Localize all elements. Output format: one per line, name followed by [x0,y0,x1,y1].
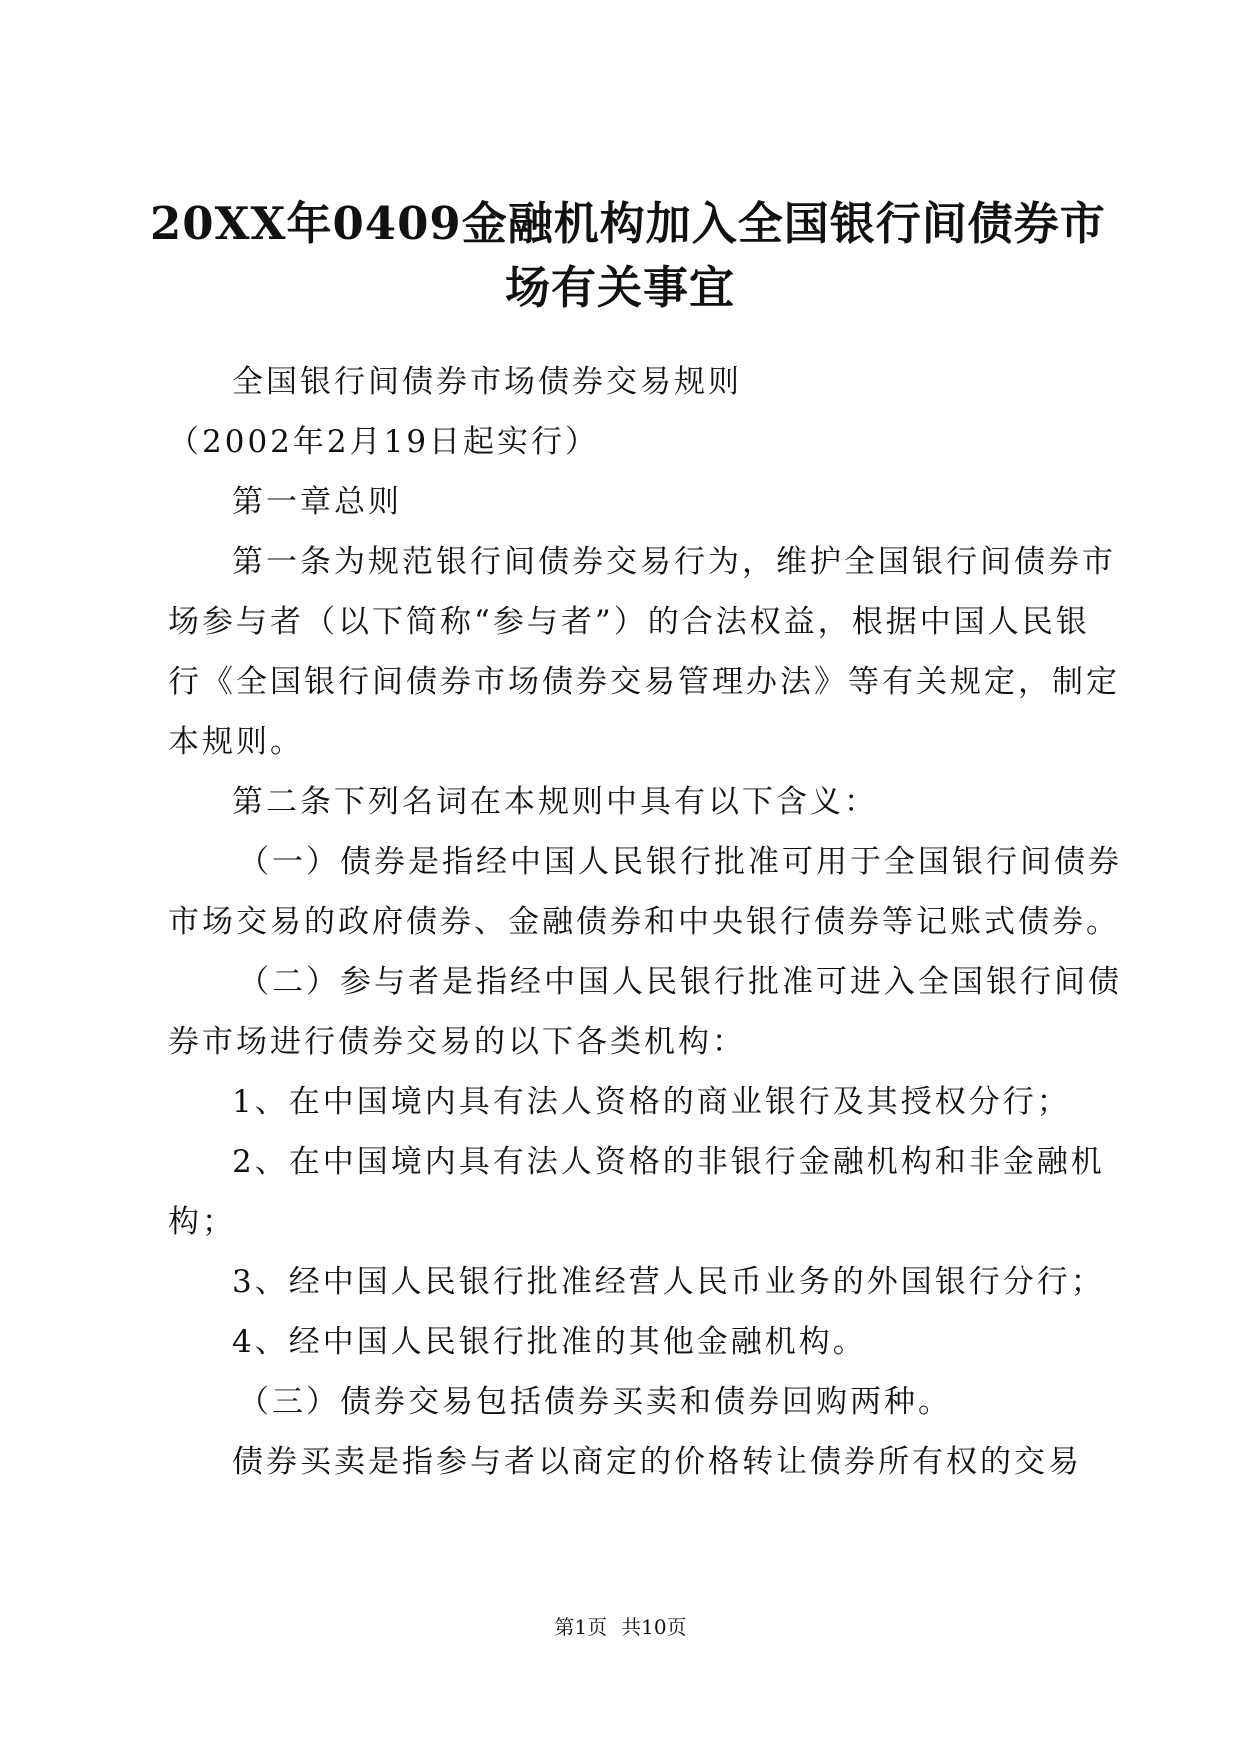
list-item: 1、在中国境内具有法人资格的商业银行及其授权分行； [232,1084,1071,1120]
document-body [168,352,1122,1492]
subtitle-rules-name: 全国银行间债券市场债券交易规则 [232,364,742,400]
document-title [150,192,1106,320]
paragraph-line: （三）债券交易包括债券买卖和债券回购两种。 [238,1384,952,1420]
title-line-1: 20XX年0409金融机构加入全国银行间债券市 [150,197,1106,250]
paragraph-line: （二）参与者是指经中国人民银行批准可进入全国银行间债 [238,964,1122,1000]
paragraph-line: 本规则。 [168,724,304,760]
paragraph-line: 场参与者（以下简称“参与者”）的合法权益，根据中国人民银 [168,604,1090,640]
list-item: 4、经中国人民银行批准的其他金融机构。 [232,1324,867,1360]
title-line-2: 场有关事宜 [504,261,735,314]
paragraph-line: 债券买卖是指参与者以商定的价格转让债券所有权的交易 [232,1444,1082,1480]
paragraph-line: 第二条下列名词在本规则中具有以下含义： [232,784,878,820]
paragraph-line: （一）债券是指经中国人民银行批准可用于全国银行间债券 [238,844,1122,880]
paragraph-line: 行《全国银行间债券市场债券交易管理办法》等有关规定，制定 [168,664,1120,700]
list-item: 3、经中国人民银行批准经营人民币业务的外国银行分行； [232,1264,1105,1300]
page-footer [0,1613,1241,1641]
page-number: 第1页 [554,1615,608,1639]
list-item: 2、在中国境内具有法人资格的非银行金融机构和非金融机 [232,1144,1105,1180]
list-item-continuation: 构； [168,1204,236,1240]
paragraph-line: 第一条为规范银行间债券交易行为，维护全国银行间债券市 [232,544,1116,580]
paragraph-line: 市场交易的政府债券、金融债券和中央银行债券等记账式债券。 [168,904,1120,940]
paragraph-line: 券市场进行债券交易的以下各类机构： [168,1024,746,1060]
page-total: 共10页 [621,1615,687,1639]
chapter-heading: 第一章总则 [232,484,402,520]
effective-date-line: （2002年2月19日起实行） [168,424,600,460]
